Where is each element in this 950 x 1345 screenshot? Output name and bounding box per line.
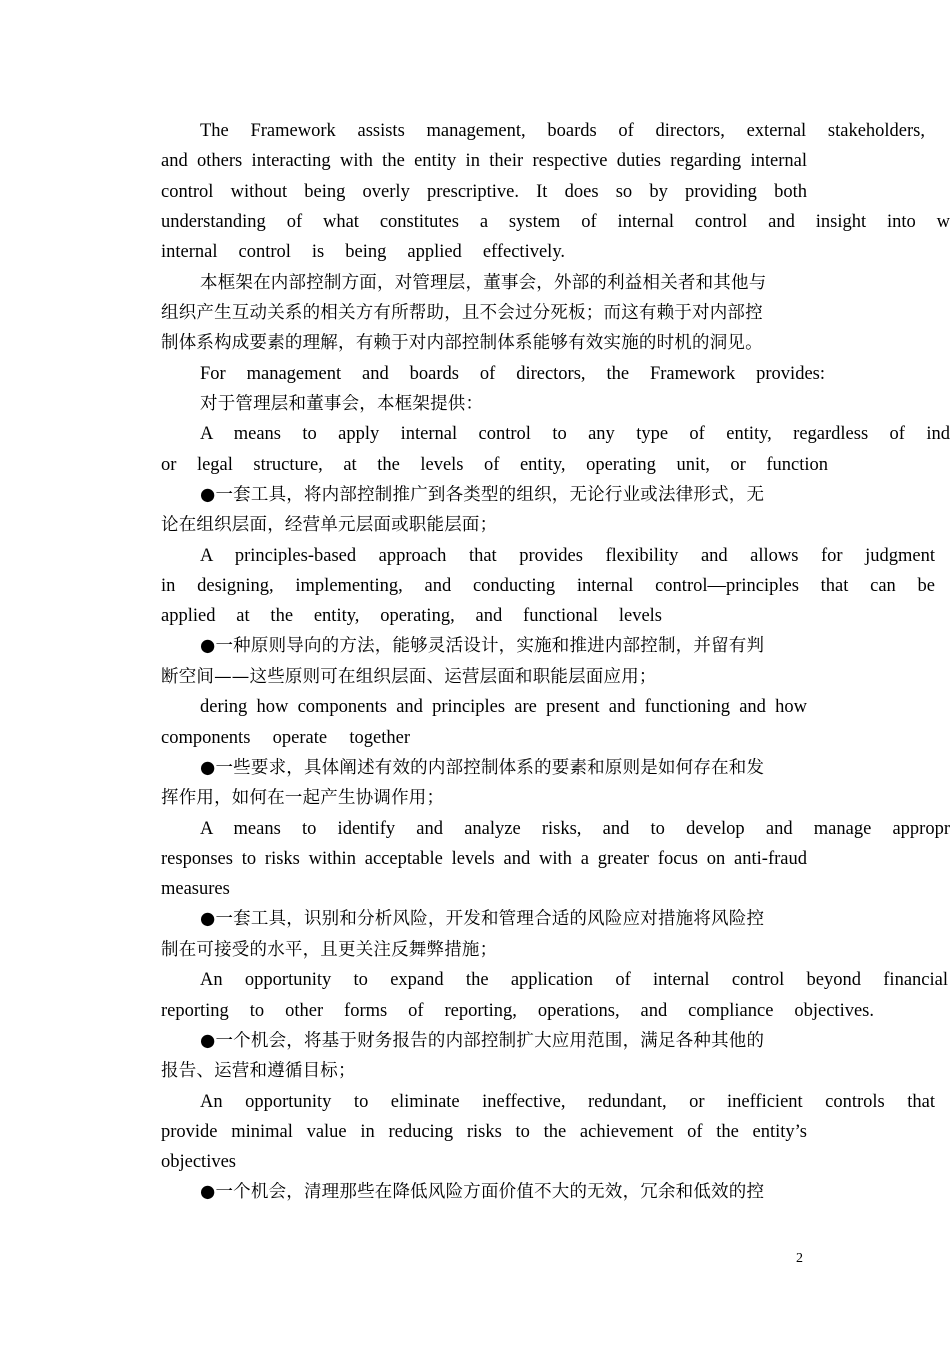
- paragraph-line: and others interacting with the entity in their respective duties regarding internal: [161, 151, 807, 171]
- bullet-line-zh: ●一套工具，识别和分析风险，开发和管理合适的风险应对措施将风险控: [200, 909, 765, 929]
- bullet-line: responses to risks within acceptable levels and with a greater focus on anti-fraud: [161, 849, 807, 869]
- bullet-line: provide minimal value in reducing risks to the achievement of the entity’s: [161, 1122, 807, 1142]
- bullet-line: A means to identify and analyze risks, and to develop and manage appropr: [200, 819, 950, 839]
- bullet-line-zh: ●一个机会，将基于财务报告的内部控制扩大应用范围，满足各种其他的: [200, 1031, 765, 1051]
- paragraph-line: internal control is being applied effectively.: [161, 242, 565, 262]
- paragraph-line-zh: 制体系构成要素的理解，有赖于对内部控制体系能够有效实施的时机的洞见。: [161, 333, 763, 353]
- bullet-line-zh: 断空间——这些原则可在组织层面、运营层面和职能层面应用；: [161, 667, 657, 687]
- bullet-line-zh: 制在可接受的水平，且更关注反舞弊措施；: [161, 940, 498, 960]
- bullet-line: or legal structure, at the levels of entity, operating unit, or function: [161, 455, 828, 475]
- bullet-line: A means to apply internal control to any type of entity, regardless of ind: [200, 424, 950, 444]
- bullet-line: measures: [161, 879, 230, 899]
- bullet-line-zh: 论在组织层面，经营单元层面或职能层面；: [161, 515, 498, 535]
- paragraph-line: understanding of what constitutes a system of internal control and insight into w: [161, 212, 950, 232]
- bullet-line: A principles-based approach that provides flexibility and allows for judgment: [200, 546, 935, 566]
- bullet-line-zh: ●一种原则导向的方法，能够灵活设计，实施和推进内部控制，并留有判: [200, 636, 765, 656]
- bullet-line: An opportunity to expand the application of internal control beyond financial: [200, 970, 948, 990]
- bullet-line: in designing, implementing, and conducting internal control—principles that can be: [161, 576, 935, 596]
- bullet-line: dering how components and principles are present and functioning and how: [200, 697, 807, 717]
- paragraph-line-zh: 组织产生互动关系的相关方有所帮助，且不会过分死板；而这有赖于对内部控: [161, 303, 763, 323]
- paragraph-line: control without being overly prescriptive. It does so by providing both: [161, 182, 807, 202]
- paragraph-line: For management and boards of directors, the Framework provides:: [200, 364, 825, 384]
- paragraph-line-zh: 本框架在内部控制方面，对管理层，董事会，外部的利益相关者和其他与: [200, 273, 767, 293]
- bullet-line: reporting to other forms of reporting, operations, and compliance objectives.: [161, 1001, 874, 1021]
- page-number: 2: [796, 1251, 803, 1266]
- paragraph-line-zh: 对于管理层和董事会，本框架提供：: [200, 394, 484, 414]
- paragraph-line: The Framework assists management, boards of directors, external stakeholders,: [200, 121, 925, 141]
- bullet-line: An opportunity to eliminate ineffective, redundant, or inefficient controls that: [200, 1092, 935, 1112]
- bullet-line-zh: 报告、运营和遵循目标；: [161, 1061, 356, 1081]
- bullet-line-zh: 挥作用，如何在一起产生协调作用；: [161, 788, 445, 808]
- bullet-line: objectives: [161, 1152, 237, 1172]
- bullet-line: components operate together: [161, 728, 410, 748]
- bullet-line: applied at the entity, operating, and functional levels: [161, 606, 662, 626]
- bullet-line-zh: ●一些要求，具体阐述有效的内部控制体系的要素和原则是如何存在和发: [200, 758, 765, 778]
- bullet-line-zh: ●一个机会，清理那些在降低风险方面价值不大的无效，冗余和低效的控: [200, 1182, 765, 1202]
- bullet-line-zh: ●一套工具，将内部控制推广到各类型的组织，无论行业或法律形式，无: [200, 485, 765, 505]
